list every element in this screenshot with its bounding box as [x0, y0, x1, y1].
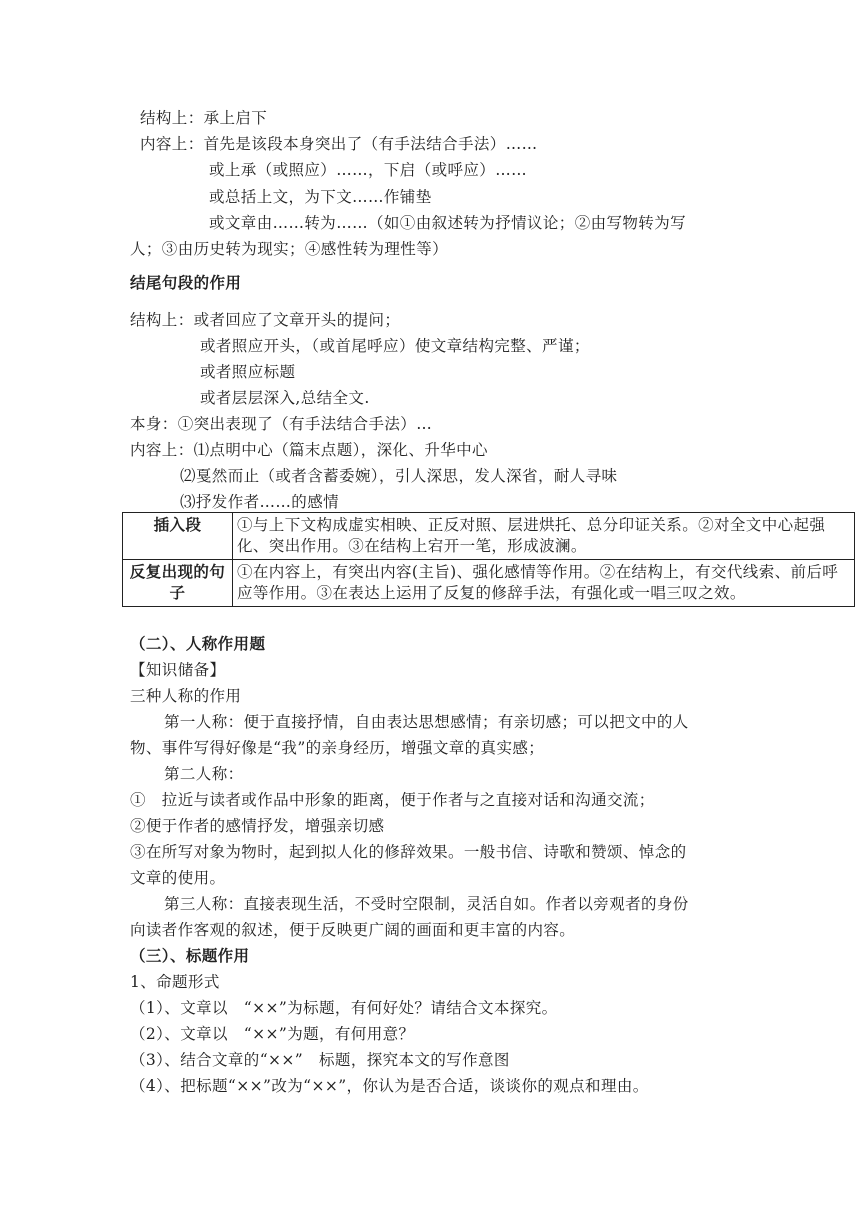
person-heading: （二）、人称作用题 — [130, 635, 266, 653]
ending-content-2: ⑵戛然而止（或者含蓄委婉），引人深思，发人深省，耐人寻味 — [180, 467, 618, 485]
ending-content-1: 内容上：⑴点明中心（篇末点题），深化、升华中心 — [130, 441, 488, 459]
second-person: 第二人称： — [164, 765, 244, 783]
table-row-text: ①在内容上，有突出内容(主旨)、强化感情等作用。②在结构上，有交代线索、前后呼应等作用。③在表达上运用了反复的修辞手法，有强化或一唱三叹之效。 — [233, 560, 855, 607]
second-person-3a: ③在所写对象为物时，起到拟人化的修辞效果。一般书信、诗歌和赞颂、悼念的 — [130, 843, 687, 861]
ending-content-3: ⑶抒发作者……的感情 — [180, 493, 340, 511]
person-subheading: 三种人称的作用 — [130, 687, 242, 705]
title-question-2: （2）、文章以 “××”为题，有何用意？ — [130, 1025, 415, 1043]
knowledge-prep: 【知识储备】 — [130, 661, 226, 679]
transition-alt-1: 或上承（或照应）……，下启（或呼应）…… — [209, 161, 528, 179]
third-person-1: 第三人称：直接表现生活，不受时空限制，灵活自如。作者以旁观者的身份 — [164, 895, 689, 913]
transition-structure: 结构上：承上启下 — [140, 109, 268, 127]
second-person-3b: 文章的使用。 — [130, 869, 226, 887]
title-subheading: 1、命题形式 — [130, 973, 220, 991]
first-person-2: 物、事件写得好像是“我”的亲身经历，增强文章的真实感； — [130, 739, 545, 757]
first-person-1: 第一人称：便于直接抒情，自由表达思想感情；有亲切感；可以把文中的人 — [164, 713, 689, 731]
transition-content: 内容上：首先是该段本身突出了（有手法结合手法）…… — [140, 135, 538, 153]
transition-alt-2: 或总括上文，为下文……作铺垫 — [209, 188, 432, 206]
second-person-2: ②便于作者的感情抒发，增强亲切感 — [130, 817, 385, 835]
second-person-1: ① 拉近与读者或作品中形象的距离，便于作者与之直接对话和沟通交流； — [130, 791, 655, 809]
function-table — [122, 512, 855, 607]
title-question-3: （3）、结合文章的“××” 标题，探究本文的写作意图 — [130, 1051, 510, 1069]
ending-structure-4: 或者层层深入,总结全文. — [200, 389, 370, 407]
table-row — [123, 513, 855, 560]
ending-structure-2: 或者照应开头，（或首尾呼应）使文章结构完整、严谨； — [200, 337, 590, 355]
title-heading: （三）、标题作用 — [130, 947, 250, 965]
transition-alt-3: 或文章由……转为……（如①由叙述转为抒情议论；②由写物转为写 — [209, 214, 687, 232]
ending-structure-1: 结构上：或者回应了文章开头的提问； — [130, 311, 401, 329]
title-question-4: （4）、把标题“××”改为“××”，你认为是否合适，谈谈你的观点和理由。 — [130, 1077, 649, 1095]
transition-alt-3-cont: 人；③由历史转为现实；④感性转为理性等） — [130, 240, 449, 258]
table-row-label: 反复出现的句子 — [123, 560, 233, 607]
ending-heading: 结尾句段的作用 — [130, 274, 242, 292]
third-person-2: 向读者作客观的叙述，便于反映更广阔的画面和更丰富的内容。 — [130, 921, 576, 939]
table-row-label: 插入段 — [123, 513, 233, 560]
ending-self: 本身：①突出表现了（有手法结合手法）… — [130, 415, 433, 433]
table-row-text: ①与上下文构成虚实相映、正反对照、层进烘托、总分印证关系。②对全文中心起强化、突出作用。③在结构上宕开一笔，形成波澜。 — [233, 513, 855, 560]
table-row — [123, 560, 855, 607]
title-question-1: （1）、文章以 “××”为标题，有何好处？请结合文本探究。 — [130, 999, 558, 1017]
ending-structure-3: 或者照应标题 — [200, 363, 296, 381]
